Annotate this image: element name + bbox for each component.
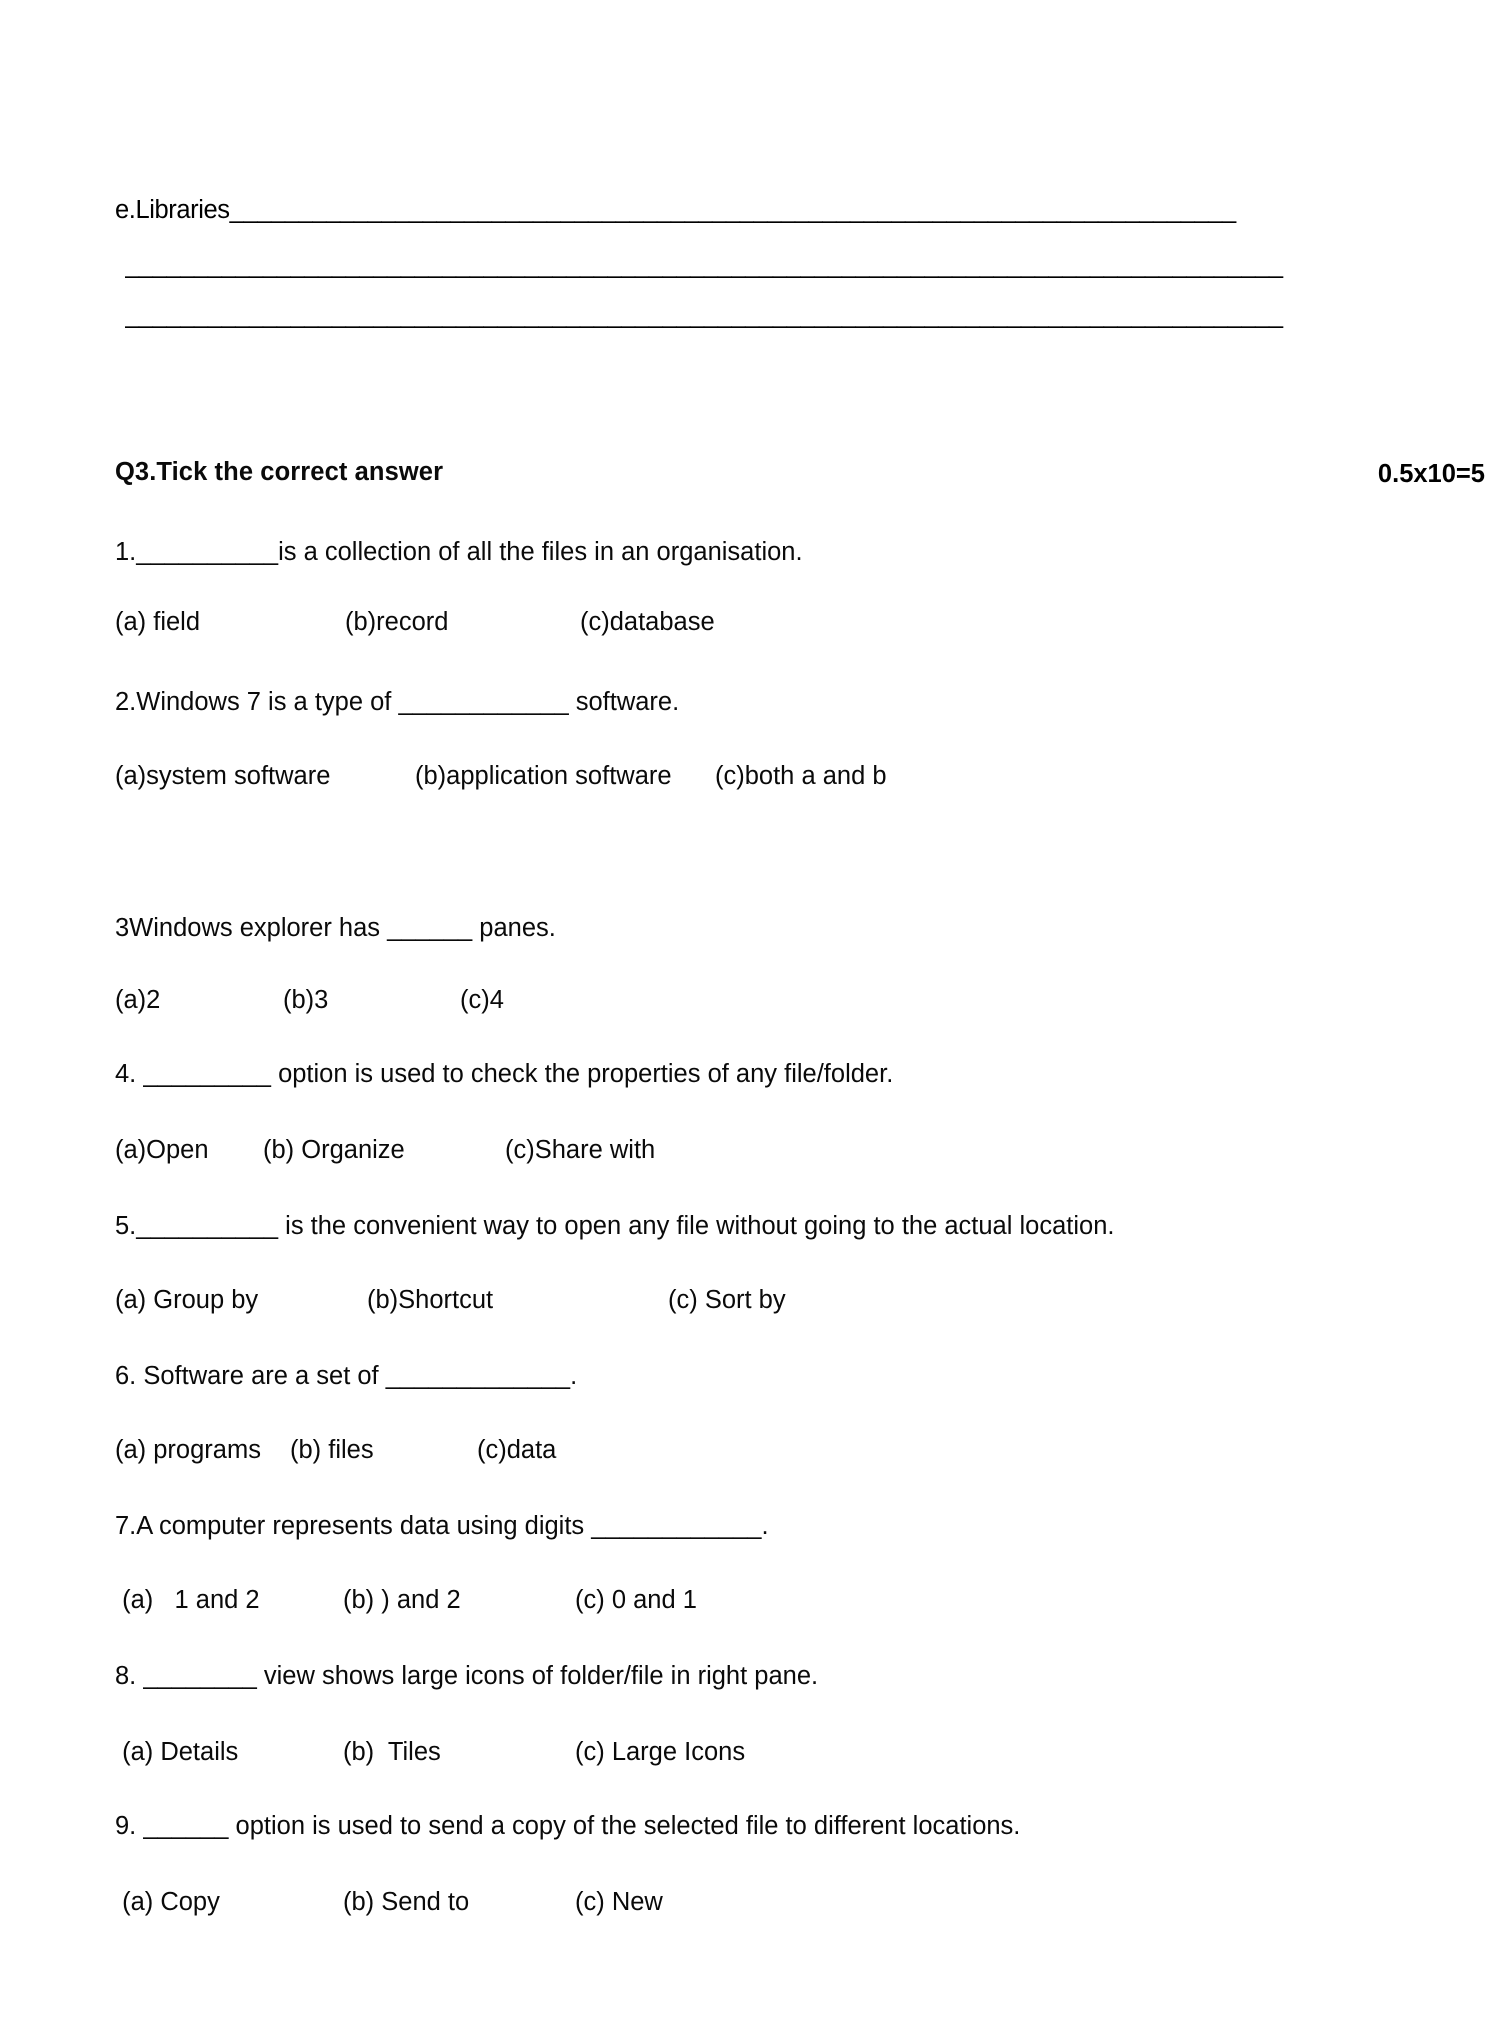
option-5a[interactable]: (a) Group by — [115, 1286, 259, 1314]
option-1b[interactable]: (b)record — [345, 608, 449, 636]
option-3a[interactable]: (a)2 — [115, 986, 161, 1014]
blank-tail-rule-2: ____________________________________________________________________________________ — [125, 253, 1283, 279]
option-1c[interactable]: (c)database — [580, 608, 715, 636]
option-8a[interactable]: (a) Details — [115, 1738, 239, 1766]
option-7b[interactable]: (b) ) and 2 — [343, 1586, 461, 1614]
option-9c[interactable]: (c) New — [575, 1888, 663, 1916]
option-8b[interactable]: (b) Tiles — [343, 1738, 441, 1766]
blank-tail-line-2 — [125, 253, 1495, 279]
option-4c[interactable]: (c)Share with — [505, 1136, 656, 1164]
option-2a[interactable]: (a)system software — [115, 762, 331, 790]
option-4b[interactable]: (b) Organize — [263, 1136, 405, 1164]
blank-tail-rule-1: _________________________________________________________________________ — [229, 198, 1236, 224]
question-1-text: 1.__________is a collection of all the files in an organisation. — [115, 538, 803, 566]
section-marks: 0.5x10=5 — [1377, 460, 1485, 488]
option-3c[interactable]: (c)4 — [460, 986, 504, 1014]
question-9-text: 9. ______ option is used to send a copy of the selected file to different locations. — [115, 1812, 1021, 1840]
question-7-text: 7.A computer represents data using digits ____________. — [115, 1512, 769, 1540]
question-2-text: 2.Windows 7 is a type of ____________ software. — [115, 688, 680, 716]
option-9a[interactable]: (a) Copy — [115, 1888, 220, 1916]
option-4a[interactable]: (a)Open — [115, 1136, 209, 1164]
blank-tail-label: e.Libraries — [115, 198, 230, 224]
question-5-text: 5.__________ is the convenient way to open any file without going to the actual location. — [115, 1212, 1115, 1240]
question-4-text: 4. _________ option is used to check the properties of any file/folder. — [115, 1060, 894, 1088]
question-6-text: 6. Software are a set of _____________. — [115, 1362, 578, 1390]
option-8c[interactable]: (c) Large Icons — [575, 1738, 746, 1766]
section-header — [115, 460, 1485, 486]
option-6b[interactable]: (b) files — [290, 1436, 374, 1464]
option-9b[interactable]: (b) Send to — [343, 1888, 470, 1916]
blank-tail-line-3 — [125, 303, 1495, 329]
question-3-text: 3Windows explorer has ______ panes. — [115, 914, 556, 942]
option-1a[interactable]: (a) field — [115, 608, 201, 636]
option-2c[interactable]: (c)both a and b — [715, 762, 887, 790]
blank-tail-line-1 — [115, 198, 1485, 224]
section-heading: Q3.Tick the correct answer — [115, 458, 444, 486]
option-6a[interactable]: (a) programs — [115, 1436, 261, 1464]
option-7c[interactable]: (c) 0 and 1 — [575, 1586, 697, 1614]
option-3b[interactable]: (b)3 — [283, 986, 329, 1014]
option-5b[interactable]: (b)Shortcut — [367, 1286, 494, 1314]
option-7a[interactable]: (a) 1 and 2 — [115, 1586, 260, 1614]
option-2b[interactable]: (b)application software — [415, 762, 672, 790]
option-6c[interactable]: (c)data — [477, 1436, 557, 1464]
blank-tail-rule-3: ____________________________________________________________________________________ — [125, 303, 1283, 329]
question-8-text: 8. ________ view shows large icons of folder/file in right pane. — [115, 1662, 819, 1690]
option-5c[interactable]: (c) Sort by — [668, 1286, 786, 1314]
